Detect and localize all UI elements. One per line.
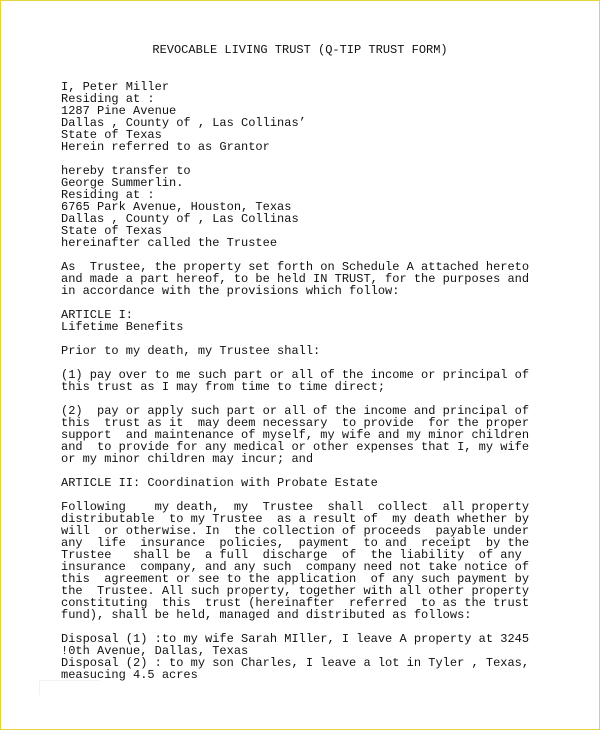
paragraph-line: insurance company, and any such company need not take notice of: [61, 560, 530, 574]
clause-1: [61, 369, 531, 393]
trustee-line: George Summerlin.: [61, 176, 184, 190]
paragraph-line: constituting this trust (hereinafter referred to as the trust: [61, 596, 530, 610]
paragraph-line: in accordance with the provisions which follow:: [61, 284, 400, 298]
paragraph-line: distributable to my Trustee as a result of my death whether by: [61, 512, 530, 526]
disposal-line: measucing 4.5 acres: [61, 668, 198, 682]
article-2-paragraph: [61, 501, 531, 621]
grantor-block: [61, 81, 531, 153]
clause-line: or my minor children may incur; and: [61, 452, 314, 466]
paragraph-line: this agreement or see to the application of any such payment by: [61, 572, 530, 586]
document-body: [61, 81, 531, 681]
paragraph-line: Following my death, my Trustee shall collect all property: [61, 500, 530, 514]
clause-line: this trust as it may deem necessary to provide for the proper: [61, 416, 530, 430]
disposal-line: Disposal (2) : to my son Charles, I leave a lot in Tyler , Texas,: [61, 656, 530, 670]
document-title: REVOCABLE LIVING TRUST (Q-TIP TRUST FORM): [152, 43, 448, 57]
disposals-block: [61, 633, 531, 681]
paragraph-line: fund), shall be held, managed and distributed as follows:: [61, 608, 472, 622]
paragraph-line: and made a part hereof, to be held IN TRUST, for the purposes and: [61, 272, 530, 286]
article-2-header: [61, 477, 531, 489]
paragraph-line: any life insurance policies, payment to and receipt by the: [61, 536, 530, 550]
prior-death-text: Prior to my death, my Trustee shall:: [61, 344, 321, 358]
paragraph-line: will or otherwise. In the collection of proceeds payable under: [61, 524, 530, 538]
article-1-title: Lifetime Benefits: [61, 320, 184, 334]
grantor-line: Residing at :: [61, 92, 155, 106]
disposal-line: Disposal (1) :to my wife Sarah MIller, I leave A property at 3245: [61, 632, 530, 646]
article-1-header: [61, 309, 531, 333]
trustee-line: 6765 Park Avenue, Houston, Texas: [61, 200, 292, 214]
clause-line: (1) pay over to me such part or all of the income or principal of: [61, 368, 530, 382]
paragraph-line: Trustee shall be a full discharge of the liability of any: [61, 548, 522, 562]
trustee-block: [61, 165, 531, 249]
paragraph-line: the Trustee. All such property, together with all other property: [61, 584, 530, 598]
grantor-line: I, Peter Miller: [61, 80, 170, 94]
paragraph-line: As Trustee, the property set forth on Schedule A attached hereto: [61, 260, 530, 274]
trustee-line: hereby transfer to: [61, 164, 191, 178]
grantor-line: Dallas , County of , Las Collinas’: [61, 116, 306, 130]
disposal-line: !0th Avenue, Dallas, Texas: [61, 644, 249, 658]
grantor-line: State of Texas: [61, 128, 162, 142]
clause-line: and to provide for any medical or other expenses that I, my wife: [61, 440, 530, 454]
as-trustee-paragraph: [61, 261, 531, 297]
article-2-heading: ARTICLE II: Coordination with Probate Estate: [61, 476, 378, 490]
page-mark: [39, 680, 100, 695]
article-1-heading: ARTICLE I:: [61, 308, 134, 322]
clause-line: support and maintenance of myself, my wife and my minor children: [61, 428, 530, 442]
prior-death-paragraph: [61, 345, 531, 357]
clause-2: [61, 405, 531, 465]
trustee-line: Residing at :: [61, 188, 155, 202]
grantor-line: Herein referred to as Grantor: [61, 140, 270, 154]
grantor-line: 1287 Pine Avenue: [61, 104, 177, 118]
trustee-line: hereinafter called the Trustee: [61, 236, 278, 250]
clause-line: this trust as I may from time to time direct;: [61, 380, 386, 394]
trustee-line: Dallas , County of , Las Collinas: [61, 212, 299, 226]
clause-line: (2) pay or apply such part or all of the income and principal of: [61, 404, 530, 418]
trustee-line: State of Texas: [61, 224, 162, 238]
